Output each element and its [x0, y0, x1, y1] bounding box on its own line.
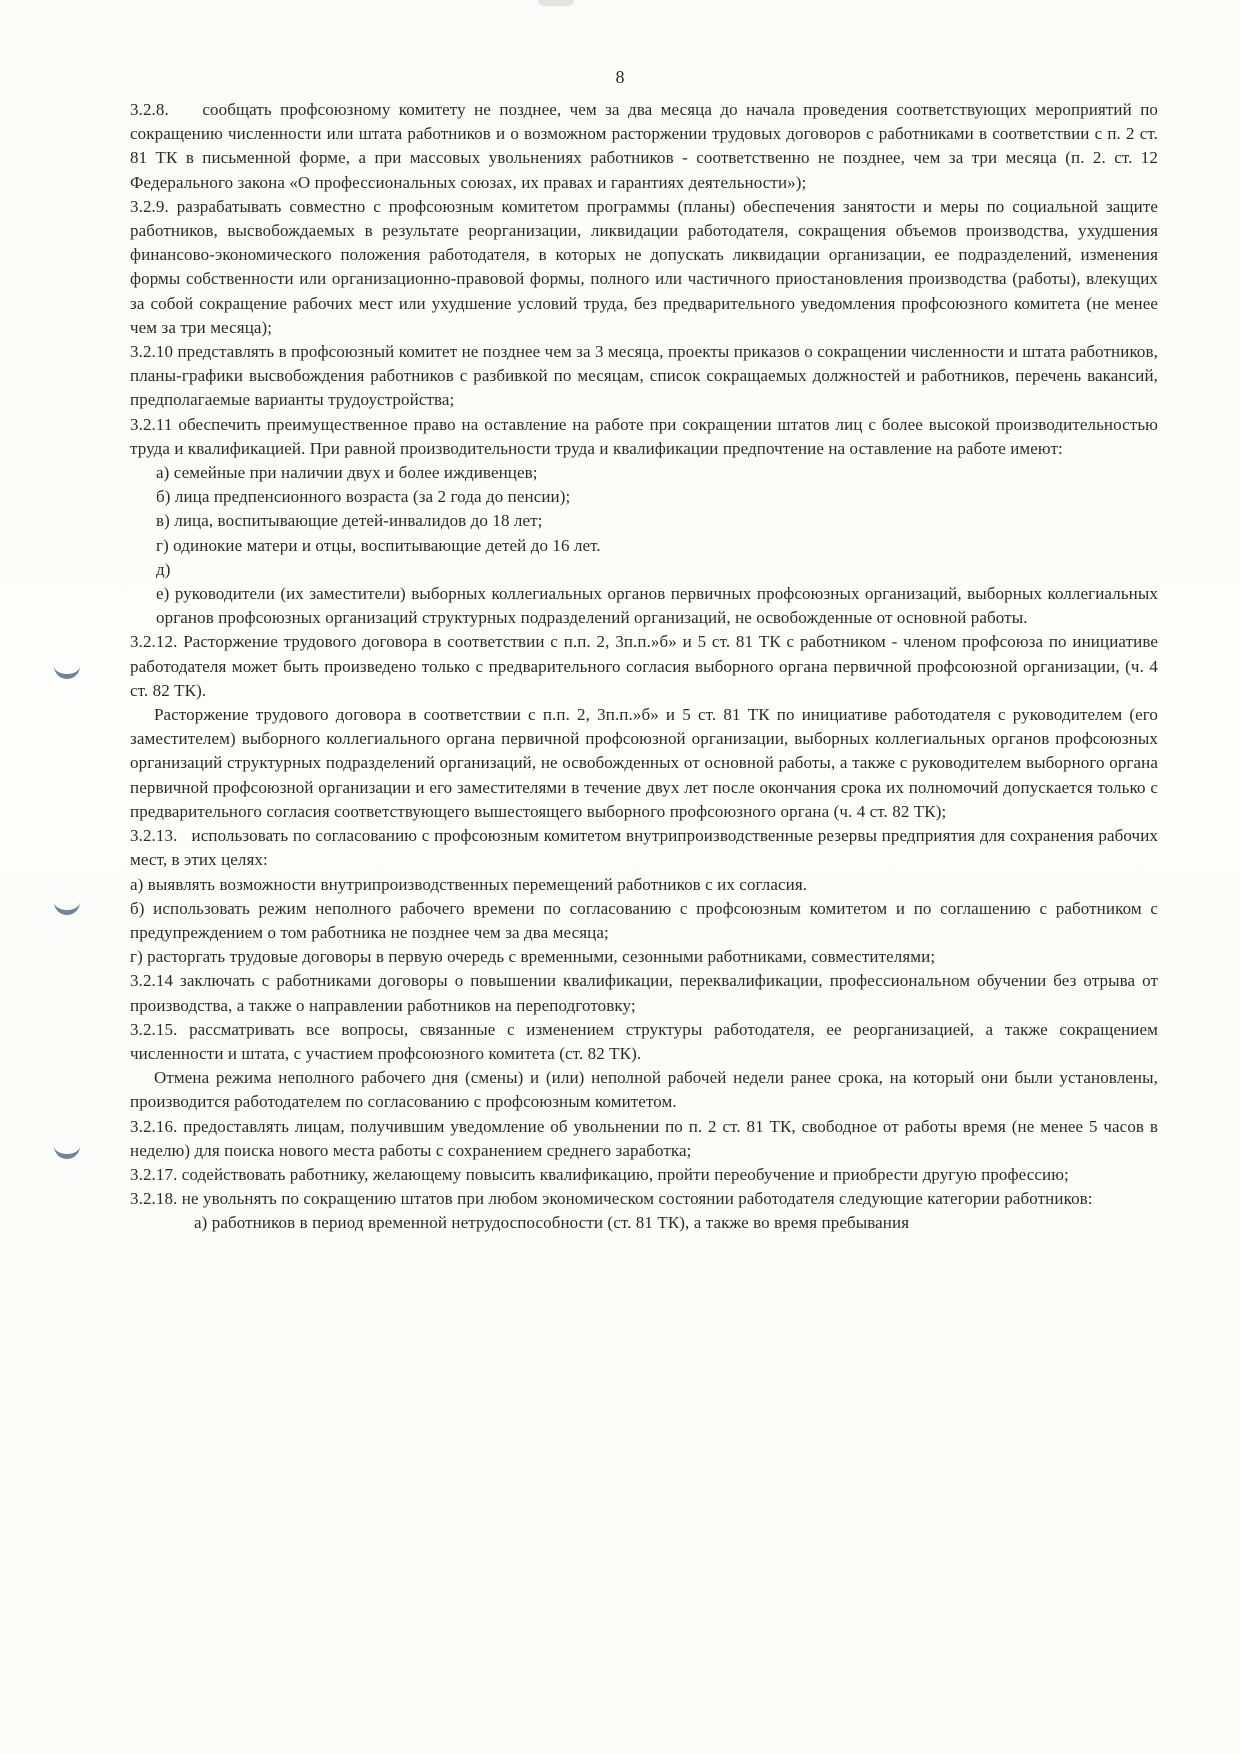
clause-3-2-15: 3.2.15. рассматривать все вопросы, связанные с изменением структуры работодателя, ее реорганизацией, а также сокращением численности и штата, с участием профсоюзного комитета (ст. 82 ТК). — [130, 1019, 1158, 1063]
clause-3-2-14: 3.2.14 заключать с работниками договоры о повышении квалификации, переквалификации, профессиональном обучении без отрыва от производства, а также о направлении работников на переподготовку; — [130, 971, 1158, 1015]
clause-3-2-18: 3.2.18. не увольнять по сокращению штатов при любом экономическом состоянии работодателя следующие категории работников: — [130, 1189, 1093, 1209]
clause-3-2-16: 3.2.16. предоставлять лицам, получившим уведомление об увольнении по п. 2 ст. 81 ТК, свободное от работы время (не менее 5 часов в неделю) для поиска нового места работы с сохранением среднего заработка; — [130, 1116, 1158, 1160]
clause-3-2-10: 3.2.10 представлять в профсоюзный комитет не позднее чем за 3 месяца, проекты приказов о сокращении численности и штата работников, планы-графики высвобождения работников с разбивкой по месяцам, список сокращаемых должностей и работников, перечень вакансий, предполагаемые варианты трудоустройства; — [130, 342, 1159, 410]
paragraph-cancellation: Отмена режима неполного рабочего дня (смены) и (или) неполной рабочей недели ранее срока, на который они были установлены, производится работодателем по согласованию с профсоюзным комитетом. — [130, 1068, 1158, 1112]
list-item: д) — [156, 559, 171, 579]
sub-item-a-workers: а) работников в период временной нетрудоспособности (ст. 81 ТК), а также во время пребывания — [194, 1213, 910, 1233]
clause-3-2-11: 3.2.11 обеспечить преимущественное право на оставление на работе при сокращении штатов лиц с более высокой производительностью труда и квалификацией. При равной производительности труда и квалификации предпочтение на оставление на работе имеют: — [130, 414, 1158, 458]
binder-hole-mark — [54, 896, 80, 915]
sub-item-a: а) выявлять возможности внутрипроизводственных перемещений работников с их согласия. — [130, 874, 808, 894]
list-item: г) одинокие матери и отцы, воспитывающие детей до 16 лет. — [156, 535, 601, 555]
sub-item-g: г) расторгать трудовые договоры в первую очередь с временными, сезонными работниками, совместителями; — [130, 947, 936, 967]
document-body — [130, 98, 1158, 1236]
clause-3-2-13: 3.2.13. использовать по согласованию с профсоюзным комитетом внутрипроизводственные резервы предприятия для сохранения рабочих мест, в этих целях: — [130, 826, 1158, 870]
clause-3-2-9: 3.2.9. разрабатывать совместно с профсоюзным комитетом программы (планы) обеспечения занятости и меры по социальной защите работников, высвобождаемых в результате реорганизации, ликвидации работодателя, сокращения объемов производства, ухудшения финансово-экономического положения работодателя, в которых не допускать ликвидации организации, ее подразделений, изменения формы собственности или организационно-правовой формы, полного или частичного приостановления производства (работы), влекущих за собой сокращение рабочих мест или ухудшение условий труда, без предварительного уведомления профсоюзного комитета (не менее чем за три месяца); — [130, 196, 1158, 337]
list-item: б) лица предпенсионного возраста (за 2 года до пенсии); — [156, 487, 571, 507]
paragraph-termination: Расторжение трудового договора в соответствии с п.п. 2, 3п.п.»б» и 5 ст. 81 ТК по инициативе работодателя с руководителем (его заместителем) выборного коллегиального органа первичной профсоюзной организации, выборных коллегиальных органов профсоюзных организаций структурных подразделений организаций, не освобожденных от основной работы, а также с руководителем выборного органа первичной профсоюзной организации и его заместителями в течение двух лет после окончания срока их полномочий допускается только с предварительного согласия соответствующего вышестоящего выборного профсоюзного органа (ч. 4 ст. 82 ТК); — [130, 705, 1158, 821]
clause-3-2-8: 3.2.8. сообщать профсоюзному комитету не позднее, чем за два месяца до начала проведения соответствующих мероприятий по сокращению численности или штата работников и о возможном расторжении трудовых договоров с работниками в соответствии с п. 2 ст. 81 ТК в письменной форме, а при массовых увольнениях работников - соответственно не позднее, чем за три месяца (п. 2. ст. 12 Федерального закона «О профессиональных союзах, их правах и гарантиях деятельности»); — [130, 100, 1158, 192]
list-item: е) руководители (их заместители) выборных коллегиальных органов первичных профсоюзных организаций, выборных коллегиальных органов профсоюзных организаций структурных подразделений организаций, не освобожденные от основной работы. — [156, 584, 1158, 628]
sub-item-b: б) использовать режим неполного рабочего времени по согласованию с профсоюзным комитетом и по соглашению с работником с предупреждением о том работника не позднее чем за два месяца; — [130, 898, 1158, 942]
clause-3-2-17: 3.2.17. содействовать работнику, желающему повысить квалификацию, пройти переобучение и приобрести другую профессию; — [130, 1164, 1069, 1184]
page-number: 8 — [615, 67, 625, 87]
scan-artifact — [538, 0, 574, 6]
binder-hole-mark — [54, 660, 80, 679]
binder-hole-mark — [54, 1140, 80, 1159]
clause-3-2-12: 3.2.12. Расторжение трудового договора в соответствии с п.п. 2, 3п.п.»б» и 5 ст. 81 ТК с работником - членом профсоюза по инициативе работодателя может быть произведено только с предварительного согласия выборного органа первичной профсоюзной организации, (ч. 4 ст. 82 ТК). — [130, 632, 1158, 700]
list-item: а) семейные при наличии двух и более иждивенцев; — [156, 463, 538, 483]
list-item: в) лица, воспитывающие детей-инвалидов до 18 лет; — [156, 511, 543, 531]
